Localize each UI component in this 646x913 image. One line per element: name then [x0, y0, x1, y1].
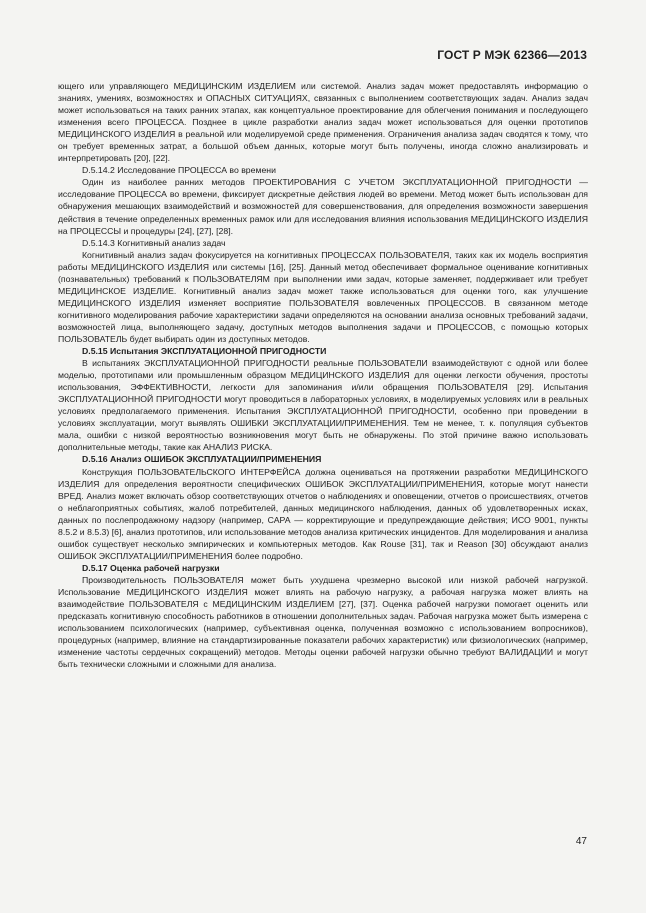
- subsection-heading: D.5.14.2 Исследование ПРОЦЕССА во времени: [82, 165, 276, 176]
- section-heading: D.5.17 Оценка рабочей нагрузки: [82, 562, 220, 573]
- paragraph: В испытаниях ЭКСПЛУАТАЦИОННОЙ ПРИГОДНОСТИ реальные ПОЛЬЗОВАТЕЛИ взаимодействуют с одной или более моделью, прототипами или промышленным образцом МЕДИЦИНСКОГО ИЗДЕЛИЯ для оценки легкости обучения, простоты использования, ЭФФЕКТИВНОСТИ, легкости для запоминания и/или обращения ПОЛЬЗОВАТЕЛЯ [29]. Испытания ЭКСПЛУАТАЦИОННОЙ ПРИГОДНОСТИ могут проводиться в лабораторных условиях, в моделируемых условиях или в реальных условиях предполагаемого применения. Испытания ЭКСПЛУАТАЦИОННОЙ ПРИГОДНОСТИ, особенно при проведении в условиях эксплуатации, могут выявлять ОШИБКИ ЭКСПЛУАТАЦИИ/ПРИМЕНЕНИЯ. Тем не менее, т. к. популяция субъектов мала, ошибки с низкой вероятностью возникновения могут быть не обнаружены. По этой причине важно использовать дополнительные методы, такие как АНАЛИЗ РИСКА.: [58, 358, 588, 453]
- paragraph: Когнитивный анализ задач фокусируется на когнитивных ПРОЦЕССАХ ПОЛЬЗОВАТЕЛЯ, таких как их модель восприятия работы МЕДИЦИНСКОГО ИЗДЕЛИЯ или системы [16], [25]. Данный метод обеспечивает формальное оценивание когнитивных (познавательных) требований к ПОЛЬЗОВАТЕЛЯМ при выполнении ими задач, которые заменяет, поддерживает или требует МЕДИЦИНСКОЕ ИЗДЕЛИЕ. Когнитивный анализ задач может также использоваться для оценки того, как улучшение МЕДИЦИНСКОГО ИЗДЕЛИЯ изменяет восприятие ПОЛЬЗОВАТЕЛЯ вовлеченных ПРОЦЕССОВ. В связанном методе когнитивного моделирования рабочие характеристики задачи определяются на основании анализа основных требований задачи, возможностей лица, выполняющего задачу, доступных методов выполнения задачи и ПРОЦЕССОВ, с помощью которых ПОЛЬЗОВАТЕЛЬ будет выбирать один из доступных методов.: [58, 249, 588, 344]
- page-number: 47: [575, 836, 587, 847]
- document-body: [58, 80, 588, 670]
- paragraph: Конструкция ПОЛЬЗОВАТЕЛЬСКОГО ИНТЕРФЕЙСА должна оцениваться на протяжении разработки МЕДИЦИНСКОГО ИЗДЕЛИЯ для определения вероятности специфических ОШИБОК ЭКСПЛУАТАЦИИ/ПРИМЕНЕНИЯ, которые могут нанести ВРЕД. Анализ может включать обзор соответствующих отчетов о наблюдениях и оповещении, отчетов о происшествиях, отчетов о неблагоприятных событиях, жалоб потребителей, данных медицинского наблюдения, данных об удовлетворенных исках, данных по послепродажному надзору (например, САРА — корректирующие и предупреждающие действия; ИСО 9001, пункты 8.5.2 и 8.5.3) [6], анализ прототипов, или использование методов анализа критических инцидентов. Для моделирования и анализа ошибок существует несколько эмпирических и компьютерных методов. Как Rouse [31], так и Reason [30] обсуждают анализ ОШИБОК ЭКСПЛУАТАЦИИ/ПРИМЕНЕНИЯ более подробно.: [58, 466, 588, 561]
- paragraph: Один из наиболее ранних методов ПРОЕКТИРОВАНИЯ С УЧЕТОМ ЭКСПЛУАТАЦИОННОЙ ПРИГОДНОСТИ — исследование ПРОЦЕССА во времени, фиксирует дискретные действия людей во времени. Метод может быть использован для обнаружения мешающих взаимодействий и возможностей для совершенствования, для определения возможности завершения действия в течение определенных временных рамок или для исследования влияния использования МЕДИЦИНСКОГО ИЗДЕЛИЯ на ПРОЦЕССЫ и процедуры [24], [27], [28].: [58, 177, 588, 236]
- paragraph: Производительность ПОЛЬЗОВАТЕЛЯ может быть ухудшена чрезмерно высокой или низкой рабочей нагрузкой. Использование МЕДИЦИНСКОГО ИЗДЕЛИЯ может влиять на рабочую нагрузку, а рабочая нагрузка может влиять на взаимодействие ПОЛЬЗОВАТЕЛЯ с МЕДИЦИНСКИМ ИЗДЕЛИЕМ [27], [37]. Оценка рабочей нагрузки помогает оценить или предсказать когнитивную способность работников в отношении дополнительных задач. Рабочая нагрузка может быть измерена с использованием психологических (например, субъективная оценка, полученная возможно с использованием вопросников), процедурных (например, влияние на стандартизированные показатели рабочих характеристик) или физиологических (например, изменение частоты сердечных сокращений) методов. Методы оценки рабочей нагрузки обычно требуют ВАЛИДАЦИИ и могут быть технически сложными и сложными для анализа.: [58, 574, 588, 670]
- document-code-header: ГОСТ Р МЭК 62366—2013: [437, 48, 587, 62]
- paragraph: ющего или управляющего МЕДИЦИНСКИМ ИЗДЕЛИЕМ или системой. Анализ задач может предоставлять информацию о знаниях, умениях, возможностях и ОПАСНЫХ СИТУАЦИЯХ, связанных с выполнением соответствующих задач. Анализ задач может использоваться на таких ранних этапах, как концептуальное проектирование для облегчения понимания и последующего изменения всего ПРОЦЕССА. Позднее в цикле разработки анализ задач может использоваться для оценки прототипов МЕДИЦИНСКОГО ИЗДЕЛИЯ в реальной или моделируемой среде применения. Ограничения анализа задач сводятся к тому, что он требует временных затрат, а большой объем данных, которые могут быть получены, иногда сложно анализировать и интерпретировать [20], [22].: [58, 81, 588, 164]
- subsection-heading: D.5.14.3 Когнитивный анализ задач: [82, 237, 226, 248]
- section-heading: D.5.15 Испытания ЭКСПЛУАТАЦИОННОЙ ПРИГОДНОСТИ: [82, 346, 327, 357]
- section-heading: D.5.16 Анализ ОШИБОК ЭКСПЛУАТАЦИИ/ПРИМЕНЕНИЯ: [82, 454, 322, 465]
